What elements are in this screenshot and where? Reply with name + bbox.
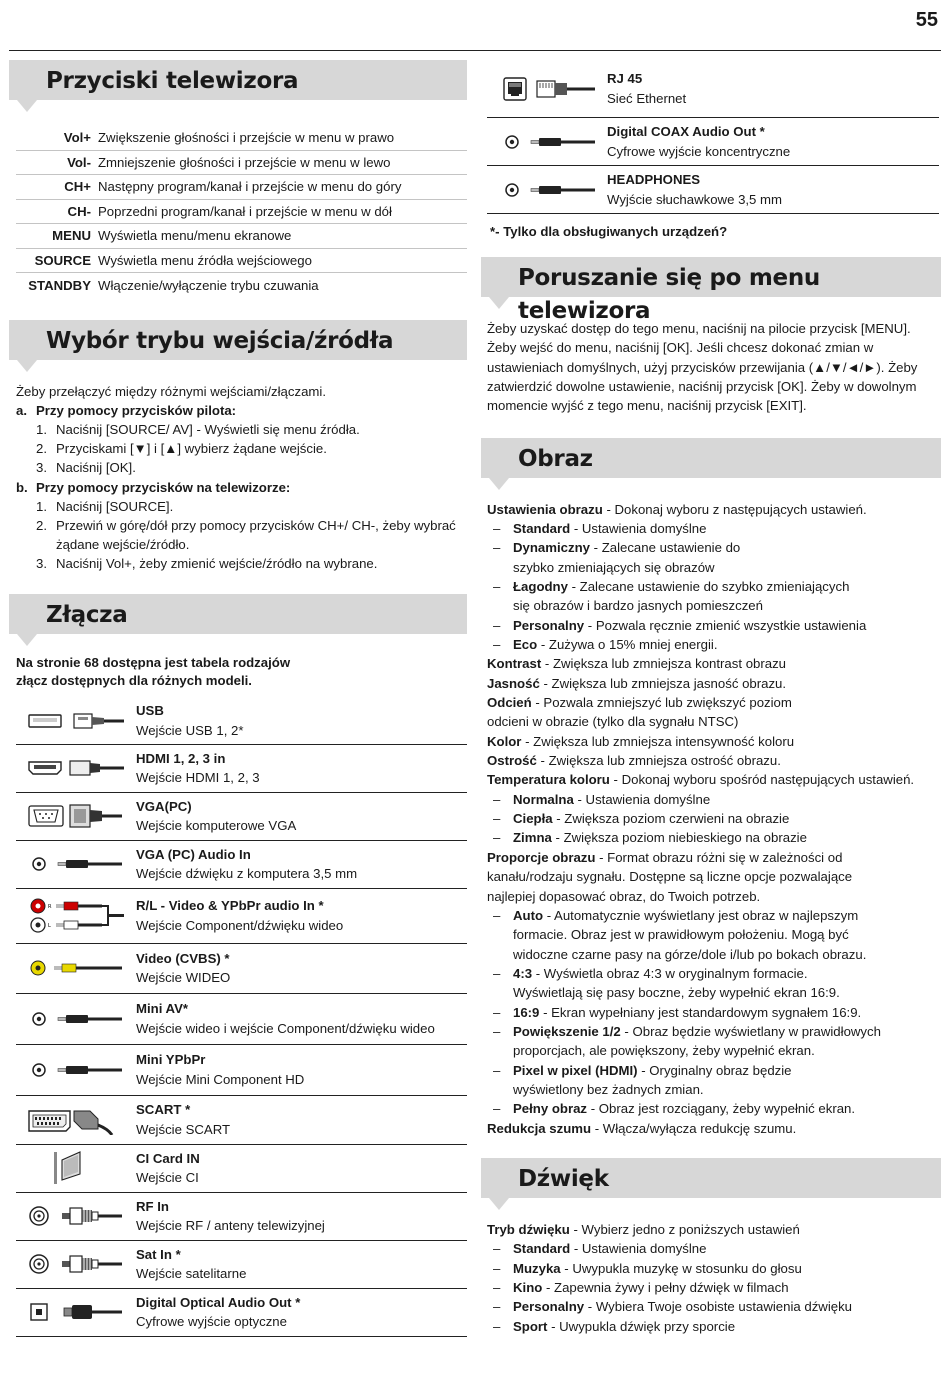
connector-name: VGA(PC): [136, 798, 192, 814]
connector-row: [16, 1145, 467, 1193]
jack-icon: [16, 994, 136, 1044]
section-title: Przyciski telewizora: [46, 68, 299, 94]
vga-icon: [16, 793, 136, 840]
setting-item: Tryb dźwięku - Wybierz jedno z poniższych ustawień: [487, 1221, 800, 1237]
setting-text: najlepiej dopasować obraz, do Twoich potrzeb.: [487, 888, 761, 904]
setting-option: – Łagodny - Zalecane ustawienie do szybko zmieniających: [493, 579, 850, 594]
svg-text:L: L: [48, 922, 51, 929]
connector-description: Sieć Ethernet: [607, 90, 687, 106]
setting-option: – Eco - Zużywa o 15% mniej energii.: [493, 637, 718, 653]
button-key: STANDBY: [28, 277, 91, 293]
button-description: Następny program/kanał i przejście w menu do góry: [98, 179, 402, 195]
connector-description: Cyfrowe wyjście koncentryczne: [607, 143, 791, 159]
button-description: Włączenie/wyłączenie trybu czuwania: [98, 277, 319, 293]
rca-rl-icon: [16, 889, 136, 943]
setting-item: Ustawienia obrazu - Dokonaj wyboru z następujących ustawień.: [487, 501, 867, 517]
table-row: [16, 273, 467, 298]
connector-description: Wejście WIDEO: [136, 970, 231, 986]
connector-row: [16, 1241, 467, 1289]
setting-item: Proporcje obrazu - Format obrazu różni się w zależności od: [487, 849, 843, 865]
setting-option: – Pełny obraz - Obraz jest rozciągany, żeby wypełnić ekran.: [493, 1101, 856, 1117]
section-title: Wybór trybu wejścia/źródła: [46, 327, 394, 354]
setting-option-continued: formacie. Obraz jest w prawidłowym położeniu. Mogą być: [513, 927, 849, 943]
setting-item: Kontrast - Zwiększa lub zmniejsza kontrast obrazu: [487, 656, 787, 672]
connector-description: Wejście HDMI 1, 2, 3: [136, 770, 260, 786]
connector-name: Mini AV*: [136, 1001, 189, 1017]
section-title: Dźwięk: [518, 1165, 609, 1192]
button-description: Poprzedni program/kanał i przejście w menu w dół: [98, 203, 392, 219]
setting-option: – Normalna - Ustawienia domyślne: [493, 791, 711, 807]
list-item: 1. Naciśnij [SOURCE/ AV] - Wyświetli się menu źródła.: [36, 421, 360, 437]
connector-description: Wejście USB 1, 2*: [136, 722, 244, 738]
page-number: 55: [915, 9, 938, 31]
setting-option: – Powiększenie 1/2 - Obraz będzie wyświetlany w prawidłowych: [493, 1023, 881, 1039]
connector-description: Wyjście słuchawkowe 3,5 mm: [607, 191, 783, 207]
connector-row: [16, 944, 467, 994]
connector-name: HEADPHONES: [607, 172, 701, 188]
button-description: Wyświetla menu źródła wejściowego: [98, 252, 312, 268]
setting-option: – 16:9 - Ekran wypełniany jest standardowym sygnałem 16:9.: [493, 1004, 862, 1020]
button-description: Zwiększenie głośności i przejście w menu w prawo: [98, 130, 395, 146]
setting-option: – Standard - Ustawienia domyślne: [493, 520, 707, 536]
button-description: Wyświetla menu/menu ekranowe: [98, 228, 292, 244]
connector-description: Wejście komputerowe VGA: [136, 818, 297, 834]
menu-text: Żeby uzyskać dostęp do tego menu, naciśnij na pilocie przycisk [MENU]. Żeby wejść do menu, naciśnij [OK]. Jeśli chcesz dokonać zmian w ustawieniach domyślnych, użyj przycisków przewijania (▲/▼/◄/►). Żeby zatwierdzić dowolne ustawienie, naciśnij przycisk [OK]. Żeby w dowolnym momencie wyjść z tego menu, naciśnij przycisk [EXIT].: [487, 321, 918, 414]
button-key: SOURCE: [34, 252, 91, 268]
list-item: 3. Naciśnij Vol+, żeby zmienić wejście/źródło na wybrane.: [36, 556, 378, 572]
setting-item: Temperatura koloru - Dokonaj wyboru spośród następujących ustawień.: [487, 772, 915, 788]
connector-description: Wejście RF / anteny telewizyjnej: [136, 1218, 325, 1234]
table-row: [16, 126, 467, 151]
connector-name: VGA (PC) Audio In: [136, 846, 251, 862]
button-key: CH-: [67, 203, 91, 219]
connector-name: Sat In *: [136, 1246, 181, 1262]
connector-row: [487, 60, 939, 118]
setting-item: Odcień - Pozwala zmniejszyć lub zwiększyć poziom: [487, 695, 792, 711]
connector-name: HDMI 1, 2, 3 in: [136, 750, 226, 766]
connector-name: Digital Optical Audio Out *: [136, 1294, 301, 1310]
setting-option-continued: proporcjach, ale powiększony, żeby wypełnić ekran.: [513, 1043, 815, 1059]
setting-option-continued: wyświetlony bez żadnych zmian.: [513, 1081, 704, 1097]
footnote: *- Tylko dla obsługiwanych urządzeń?: [490, 224, 728, 239]
setting-option: – 4:3 - Wyświetla obraz 4:3 w oryginalnym formacie.: [493, 965, 808, 981]
rca-yellow-icon: [16, 944, 136, 993]
section-title: Złącza: [46, 601, 128, 628]
connector-name: Video (CVBS) *: [136, 950, 230, 966]
list-item: 1. Naciśnij [SOURCE].: [36, 498, 174, 514]
connector-name: R/L - Video & YPbPr audio In *: [136, 898, 324, 914]
section-header-picture: [481, 438, 941, 478]
setting-option: – Personalny - Pozwala ręcznie zmienić wszystkie ustawienia: [493, 617, 867, 633]
connector-row: [16, 994, 467, 1045]
right-column: [481, 60, 941, 1336]
setting-option-continued: widoczne czarne pasy na górze/dole i/lub po bokach obrazu.: [513, 946, 867, 962]
setting-option: – Standard - Ustawienia domyślne: [493, 1241, 707, 1257]
connector-row: [16, 1289, 467, 1337]
connector-row: [16, 698, 467, 745]
connector-description: Cyfrowe wyjście optyczne: [136, 1314, 287, 1330]
button-key: Vol+: [63, 130, 91, 146]
picture-settings: [487, 500, 941, 1138]
hdmi-icon: [16, 745, 136, 792]
connector-description: Wejście Mini Component HD: [136, 1071, 305, 1087]
connector-row: [16, 841, 467, 889]
section-header-source: [9, 320, 467, 360]
sub-heading-b: b. Przy pomocy przycisków na telewizorze:: [16, 479, 291, 495]
setting-item: Jasność - Zwiększa lub zmniejsza jasność obrazu.: [487, 675, 787, 691]
setting-option-continued: Wyświetlają się pasy boczne, żeby wypełnić ekran 16:9.: [513, 985, 840, 1001]
connector-row: [487, 166, 939, 214]
connector-row: [16, 1193, 467, 1241]
connector-description: Wejście wideo i wejście Component/dźwięku wideo: [136, 1020, 435, 1036]
connector-description: Wejście Component/dźwięku wideo: [136, 917, 344, 933]
connector-description: Wejście satelitarne: [136, 1266, 247, 1282]
ci-card-icon: [16, 1145, 136, 1192]
setting-text: kanału/rodzaju sygnału. Dostępne są liczne opcje pozwalające: [487, 869, 853, 885]
connector-name: RJ 45: [607, 71, 643, 87]
setting-item: Redukcja szumu - Włącza/wyłącza redukcję szumu.: [487, 1120, 797, 1136]
setting-option: – Sport - Uwypukla dźwięk przy sporcie: [493, 1318, 736, 1334]
table-row: [16, 200, 467, 225]
headphones-jack-icon: [487, 177, 607, 203]
setting-option: – Auto - Automatycznie wyświetlany jest obraz w najlepszym: [493, 907, 859, 923]
source-instructions: [9, 382, 467, 574]
setting-option: – Pixel w pixel (HDMI) - Oryginalny obraz będzie: [493, 1062, 792, 1078]
optical-icon: [16, 1289, 136, 1336]
connectors-table: [16, 698, 467, 1337]
setting-text: odcieni w obrazie (tylko dla sygnału NTSC): [487, 714, 739, 730]
sat-icon: [16, 1241, 136, 1288]
setting-option: – Ciepła - Zwiększa poziom czerwieni na obrazie: [493, 811, 790, 827]
section-header-buttons: [9, 60, 467, 100]
connector-name: Digital COAX Audio Out *: [607, 124, 765, 140]
button-key: MENU: [52, 228, 91, 244]
connector-name: SCART *: [136, 1102, 191, 1118]
rj45-icon: [487, 74, 607, 104]
button-key: CH+: [64, 179, 91, 195]
section-title: Obraz: [518, 445, 593, 472]
button-description: Zmniejszenie głośności i przejście w menu w lewo: [98, 154, 391, 170]
button-key: Vol-: [67, 154, 91, 170]
setting-option: – Muzyka - Uwypukla muzykę w stosunku do głosu: [493, 1260, 802, 1276]
right-connectors-table: [487, 60, 939, 214]
intro-text: Żeby przełączyć między różnymi wejściami/złączami.: [16, 383, 326, 399]
section-header-sound: [481, 1158, 941, 1198]
table-row: [16, 224, 467, 249]
connector-name: USB: [136, 703, 164, 719]
connector-description: Wejście CI: [136, 1170, 199, 1186]
section-header-connectors: [9, 594, 467, 634]
connector-name: CI Card IN: [136, 1150, 200, 1166]
jack-icon: [16, 841, 136, 888]
connectors-intro: Na stronie 68 dostępna jest tabela rodzajów złącz dostępnych dla różnych modeli.: [16, 654, 291, 688]
sound-settings: [487, 1220, 941, 1336]
setting-item: Ostrość - Zwiększa lub zmniejsza ostrość obrazu.: [487, 753, 781, 769]
top-rule: [9, 50, 941, 51]
connector-description: Wejście dźwięku z komputera 3,5 mm: [136, 866, 358, 882]
connector-row: [16, 889, 467, 944]
jack-icon: [16, 1045, 136, 1095]
list-item: 3. Naciśnij [OK].: [36, 460, 136, 476]
table-row: [16, 175, 467, 200]
usb-icon: [16, 698, 136, 744]
setting-option: – Zimna - Zwiększa poziom niebieskiego na obrazie: [493, 830, 807, 846]
svg-text:R: R: [48, 903, 52, 910]
rf-icon: [16, 1193, 136, 1240]
setting-item: Kolor - Zwiększa lub zmniejsza intensywność koloru: [487, 733, 795, 749]
connector-row: [16, 1096, 467, 1145]
connector-row: [16, 793, 467, 841]
setting-option-continued: szybko zmieniających się obrazów: [513, 559, 715, 575]
list-item: 2. Przyciskami [▼] i [▲] wybierz żądane wejście.: [36, 441, 327, 457]
table-row: [16, 249, 467, 274]
connector-row: [16, 745, 467, 793]
section-header-menu: [481, 257, 941, 325]
connector-row: [487, 118, 939, 166]
sub-heading-a: a. Przy pomocy przycisków pilota:: [16, 402, 237, 418]
coax-icon: [487, 129, 607, 155]
setting-option: – Personalny - Wybiera Twoje osobiste ustawienia dźwięku: [493, 1299, 853, 1315]
section-title: Poruszanie się po menu telewizora: [518, 265, 821, 325]
buttons-table: [16, 126, 467, 298]
connector-description: Wejście SCART: [136, 1121, 231, 1137]
connector-name: Mini YPbPr: [136, 1052, 206, 1068]
scart-icon: [16, 1096, 136, 1144]
setting-option: – Dynamiczny - Zalecane ustawienie do: [493, 540, 741, 556]
setting-option-continued: się obrazów i bardzo jasnych pomieszczeń: [513, 598, 763, 614]
connector-name: RF In: [136, 1198, 169, 1214]
setting-option: – Kino - Zapewnia żywy i pełny dźwięk w filmach: [493, 1280, 789, 1295]
connector-row: [16, 1045, 467, 1096]
left-column: [9, 60, 467, 1337]
table-row: [16, 151, 467, 176]
list-item: 2. Przewiń w górę/dół przy pomocy przycisków CH+/ CH-, żeby wybrać żądane wejście/źródło.: [36, 517, 456, 553]
